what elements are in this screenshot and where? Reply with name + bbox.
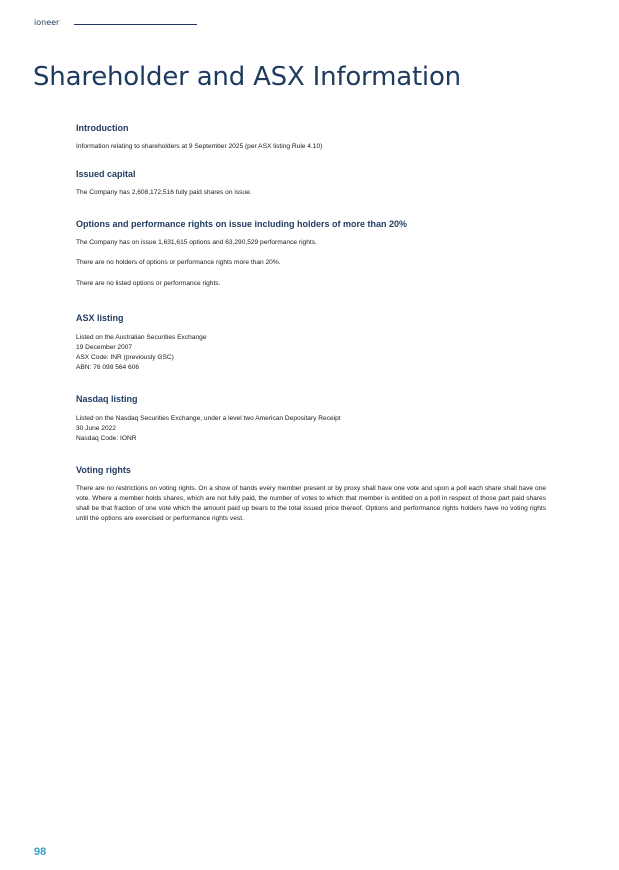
page-title: Shareholder and ASX Information [33, 62, 461, 92]
options-paragraph-3: There are no listed options or performance rights. [76, 280, 221, 287]
section-issued-capital [76, 168, 546, 198]
section-heading-issued-capital: Issued capital [76, 169, 136, 179]
page-number: 98 [34, 846, 47, 858]
section-heading-asx-listing: ASX listing [76, 313, 124, 323]
asx-listing-line: 19 December 2007 [76, 344, 133, 351]
asx-listing-line: ABN: 76 098 564 606 [76, 364, 140, 371]
nasdaq-listing-line: Nasdaq Code: IONR [76, 435, 137, 442]
nasdaq-listing-details [76, 414, 546, 444]
asx-listing-line: ASX Code: INR (previously GSC) [76, 354, 174, 361]
header-rule [74, 24, 197, 25]
issued-capital-text: The Company has 2,608,172,516 fully paid shares on issue. [76, 189, 252, 196]
introduction-text: Information relating to shareholders at 9 September 2025 (per ASX listing Rule 4.10) [76, 143, 323, 150]
header-brand: ioneer [34, 18, 60, 27]
asx-listing-details [76, 333, 546, 373]
content [76, 122, 546, 524]
section-heading-nasdaq-listing: Nasdaq listing [76, 394, 138, 404]
section-introduction [76, 122, 546, 152]
section-heading-options: Options and performance rights on issue including holders of more than 20% [76, 219, 408, 229]
section-heading-introduction: Introduction [76, 123, 129, 133]
section-nasdaq-listing [76, 393, 546, 444]
nasdaq-listing-line: 30 June 2022 [76, 425, 116, 432]
voting-rights-text: There are no restrictions on voting rights. On a show of hands every member present or by proxy shall have one vote and upon a poll each share shall have one vote. Where a member holds shares, which are not fully paid, the number of votes to which that member is entitled on a poll in respect of those part paid shares shall be that fraction of one vote which the amount paid up bears to the total issued price thereof. Options and performance rights holders have no voting rights until the options are exercised or performance rights vest. [76, 485, 546, 522]
options-paragraph-1: The Company has on issue 1,631,615 options and 63,290,529 performance rights. [76, 239, 317, 246]
section-heading-voting-rights: Voting rights [76, 465, 131, 475]
nasdaq-listing-line: Listed on the Nasdaq Securities Exchange, under a level two American Depositary Receipt [76, 415, 341, 422]
section-asx-listing [76, 312, 546, 373]
options-paragraph-2: There are no holders of options or performance rights more than 20%. [76, 259, 281, 266]
section-options [76, 218, 546, 289]
asx-listing-line: Listed on the Australian Securities Exchange [76, 334, 207, 341]
section-voting-rights [76, 464, 546, 524]
